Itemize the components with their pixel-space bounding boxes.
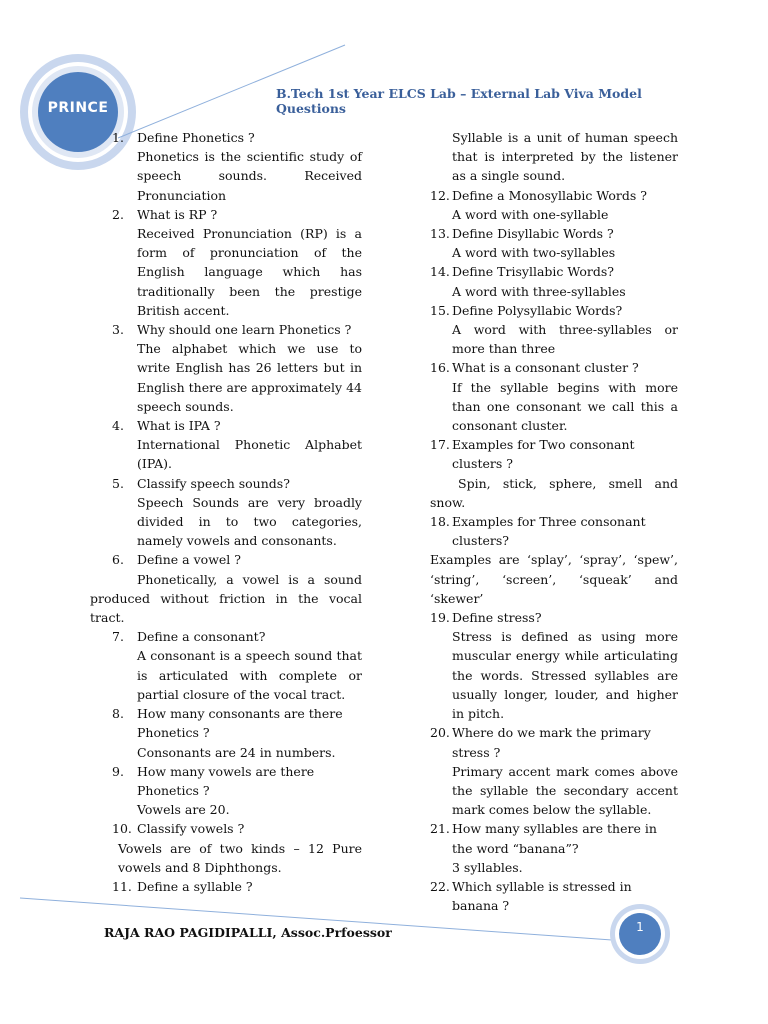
answer: A word with three-syllables xyxy=(452,283,626,299)
question-text: Examples for Two consonant clusters ? xyxy=(452,437,635,472)
left-column xyxy=(90,128,362,896)
question-number: 22. xyxy=(430,878,450,894)
qa-item xyxy=(430,301,678,359)
question xyxy=(430,186,678,205)
question-text: Define Trisyllabic Words? xyxy=(452,264,615,280)
qa-item xyxy=(430,262,678,300)
answer: International Phonetic Alphabet (IPA). xyxy=(137,437,362,472)
qa-item xyxy=(90,128,362,205)
question xyxy=(430,224,678,243)
qa-item xyxy=(90,320,362,416)
qa-item xyxy=(430,723,678,819)
qa-item xyxy=(90,704,362,762)
question xyxy=(90,762,362,800)
question-text: What is RP ? xyxy=(137,206,218,222)
question xyxy=(90,474,362,493)
qa-item xyxy=(430,224,678,262)
logo-text: PRINCE xyxy=(47,100,109,116)
question-number: 12. xyxy=(430,187,450,203)
question-text: Define Polysyllabic Words? xyxy=(452,302,623,318)
question-text: Define a syllable ? xyxy=(137,878,253,894)
answer: Vowels are of two kinds – 12 Pure vowels and 8 Diphthongs. xyxy=(118,840,362,875)
answer: 3 syllables. xyxy=(452,859,523,875)
question xyxy=(430,262,678,281)
question-text: How many consonants are there Phonetics ? xyxy=(137,706,343,741)
question-text: Define a consonant? xyxy=(137,629,266,645)
answer: A word with one-syllable xyxy=(452,206,609,222)
answer: The alphabet which we use to write English has 26 letters but in English there are approximately 44 speech sounds. xyxy=(137,341,362,414)
question-number: 5. xyxy=(112,475,124,491)
question-number: 9. xyxy=(112,763,124,779)
answer: A consonant is a speech sound that is articulated with complete or partial closure of the vocal tract. xyxy=(137,648,362,702)
question xyxy=(430,358,678,377)
question xyxy=(90,550,362,569)
question-text: Examples for Three consonant clusters? xyxy=(452,514,646,549)
question xyxy=(90,627,362,646)
qa-item xyxy=(430,358,678,435)
answer: Received Pronunciation (RP) is a form of pronunciation of the English language which has traditionally been the prestige British accent. xyxy=(137,226,362,318)
answer: Syllable is a unit of human speech that is interpreted by the listener as a single sound. xyxy=(452,130,678,184)
qa-item xyxy=(90,474,362,551)
question-text: What is IPA ? xyxy=(137,418,221,434)
qa-item xyxy=(430,877,678,915)
question-text: Which syllable is stressed in banana ? xyxy=(452,878,632,914)
question-number: 17. xyxy=(430,437,450,453)
page-number: 1 xyxy=(636,920,644,934)
qa-item xyxy=(430,186,678,224)
question-number: 1. xyxy=(112,130,124,145)
question-number: 2. xyxy=(112,206,124,222)
question-text: Classify speech sounds? xyxy=(137,475,290,491)
question xyxy=(430,435,678,473)
answer: Phonetics is the scientific study of speech sounds. Received Pronunciation xyxy=(137,149,362,203)
page-title: B.Tech 1st Year ELCS Lab – External Lab Viva Model Questions xyxy=(276,86,642,116)
question xyxy=(90,416,362,435)
question-text: How many vowels are there Phonetics ? xyxy=(137,763,315,798)
answer: Examples are ‘splay’, ‘spray’, ‘spew’, ‘string’, ‘screen’, ‘squeak’ and ‘skewer’ xyxy=(430,552,678,606)
answer: A word with three-syllables or more than three xyxy=(452,322,678,357)
question xyxy=(430,723,678,761)
question-number: 13. xyxy=(430,226,450,242)
question-number: 8. xyxy=(112,706,124,722)
question-number: 14. xyxy=(430,264,450,280)
question-number: 21. xyxy=(430,821,450,837)
question xyxy=(90,877,362,896)
answer: Stress is defined as using more muscular energy while articulating the words. Stressed syllables are usually longer, louder, and higher in pitch. xyxy=(452,629,678,722)
question-number: 20. xyxy=(430,725,450,741)
qa-item xyxy=(90,416,362,474)
question-number: 15. xyxy=(430,302,450,318)
question xyxy=(90,128,362,147)
question-number: 18. xyxy=(430,514,450,530)
qa-item xyxy=(430,608,678,723)
question-text: Define stress? xyxy=(452,610,542,626)
question xyxy=(430,301,678,320)
question xyxy=(430,512,678,550)
qa-item xyxy=(90,877,362,896)
qa-item xyxy=(90,627,362,704)
question-number: 7. xyxy=(112,629,124,645)
right-column xyxy=(430,128,678,915)
qa-item xyxy=(90,205,362,320)
answer: Speech Sounds are very broadly divided in to two categories, namely vowels and consonants. xyxy=(137,494,362,549)
question-text: What is a consonant cluster ? xyxy=(452,360,639,376)
question-text: How many syllables are there in the word “banana”? xyxy=(452,821,657,856)
question xyxy=(430,608,678,627)
answer: Spin, stick, sphere, smell and snow. xyxy=(430,475,678,510)
question xyxy=(430,877,678,915)
question-number: 19. xyxy=(430,610,450,626)
answer: Consonants are 24 in numbers. xyxy=(137,744,336,760)
qa-item xyxy=(90,762,362,820)
footer-author: RAJA RAO PAGIDIPALLI, Assoc.Prfoessor xyxy=(104,925,392,940)
qa-item xyxy=(90,819,362,877)
question-number: 10. xyxy=(112,821,132,837)
question-number: 4. xyxy=(112,418,124,434)
question-text: Define a Monosyllabic Words ? xyxy=(452,187,647,203)
qa-item xyxy=(90,550,362,627)
qa-item xyxy=(430,819,678,877)
qa-item xyxy=(430,128,678,186)
answer: Phonetically, a vowel is a sound produced without friction in the vocal tract. xyxy=(90,571,362,626)
question-number: 11. xyxy=(112,878,132,894)
question-number: 6. xyxy=(112,552,124,568)
question-text: Where do we mark the primary stress ? xyxy=(452,725,651,760)
question xyxy=(90,704,362,742)
answer: Primary accent mark comes above the syllable the secondary accent mark comes below the syllable. xyxy=(452,763,678,818)
question xyxy=(430,819,678,857)
question-text: Classify vowels ? xyxy=(137,821,245,837)
question-number: 3. xyxy=(112,322,124,338)
question-text: Define Phonetics ? xyxy=(137,130,255,145)
question xyxy=(90,320,362,339)
qa-item xyxy=(430,435,678,512)
question-text: Define a vowel ? xyxy=(137,552,241,568)
answer: Vowels are 20. xyxy=(137,802,230,818)
qa-item xyxy=(430,512,678,608)
answer: If the syllable begins with more than one consonant we call this a consonant cluster. xyxy=(452,379,678,434)
question-number: 16. xyxy=(430,360,450,376)
question-text: Define Disyllabic Words ? xyxy=(452,226,614,242)
question xyxy=(90,205,362,224)
question-text: Why should one learn Phonetics ? xyxy=(137,322,352,338)
question xyxy=(90,819,362,838)
answer: A word with two-syllables xyxy=(452,245,616,261)
